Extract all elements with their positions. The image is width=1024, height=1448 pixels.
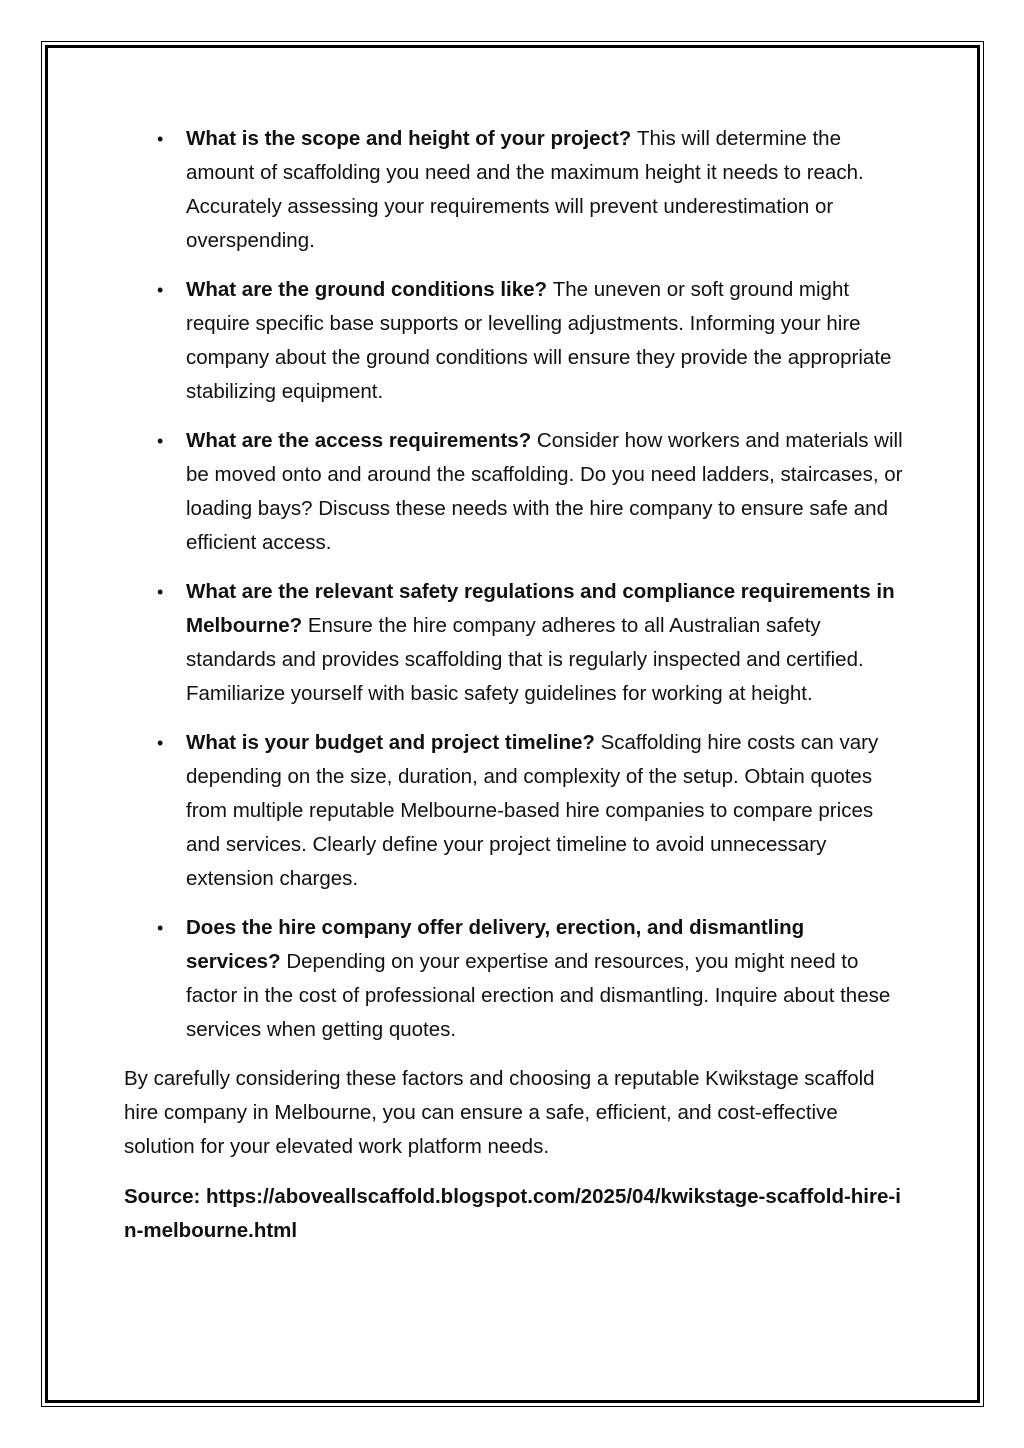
question-body: The uneven or soft ground might require specific base supports or levelling adjustments. Informing your hire company about the ground conditions will ensure they provide the appropriate stabilizing equipment. <box>186 278 892 403</box>
source-link[interactable]: Source: https://aboveallscaffold.blogspot.com/2025/04/kwikstage-scaffold-hire-in-melbourne.html <box>124 1185 901 1242</box>
bullet-icon: • <box>157 582 164 602</box>
conclusion-paragraph: By carefully considering these factors and choosing a reputable Kwikstage scaffold hire company in Melbourne, you can ensure a safe, efficient, and cost-effective solution for your elevated work platform needs. <box>124 1067 875 1158</box>
document-body <box>124 122 904 1248</box>
list-item <box>124 575 904 711</box>
question-title: What is the scope and height of your project? <box>186 127 638 150</box>
question-body: This will determine the amount of scaffolding you need and the maximum height it needs to reach. Accurately assessing your requirements will prevent underestimation or overspending. <box>186 127 864 252</box>
question-title: What are the ground conditions like? <box>186 278 553 301</box>
questions-list <box>124 122 904 1047</box>
question-title: What are the relevant safety regulations and compliance requirements in Melbourne? <box>186 580 895 637</box>
list-item <box>124 424 904 560</box>
question-title: What are the access requirements? <box>186 429 537 452</box>
list-item <box>124 726 904 896</box>
list-item <box>124 273 904 409</box>
list-item <box>124 911 904 1047</box>
question-title: What is your budget and project timeline? <box>186 731 601 754</box>
bullet-icon: • <box>157 733 164 753</box>
bullet-icon: • <box>157 431 164 451</box>
question-body: Depending on your expertise and resources, you might need to factor in the cost of professional erection and dismantling. Inquire about these services when getting quotes. <box>186 950 891 1041</box>
question-body: Consider how workers and materials will be moved onto and around the scaffolding. Do you need ladders, staircases, or loading bays? Discuss these needs with the hire company to ensure safe and efficient access. <box>186 429 903 554</box>
list-item <box>124 122 904 258</box>
question-title: Does the hire company offer delivery, erection, and dismantling services? <box>186 916 805 973</box>
question-body: Ensure the hire company adheres to all Australian safety standards and provides scaffolding that is regularly inspected and certified. Familiarize yourself with basic safety guidelines for working at height. <box>186 614 864 705</box>
bullet-icon: • <box>157 129 164 149</box>
question-body: Scaffolding hire costs can vary depending on the size, duration, and complexity of the setup. Obtain quotes from multiple reputable Melbourne-based hire companies to compare prices and services. Clearly define your project timeline to avoid unnecessary extension charges. <box>186 731 879 890</box>
bullet-icon: • <box>157 918 164 938</box>
bullet-icon: • <box>157 280 164 300</box>
